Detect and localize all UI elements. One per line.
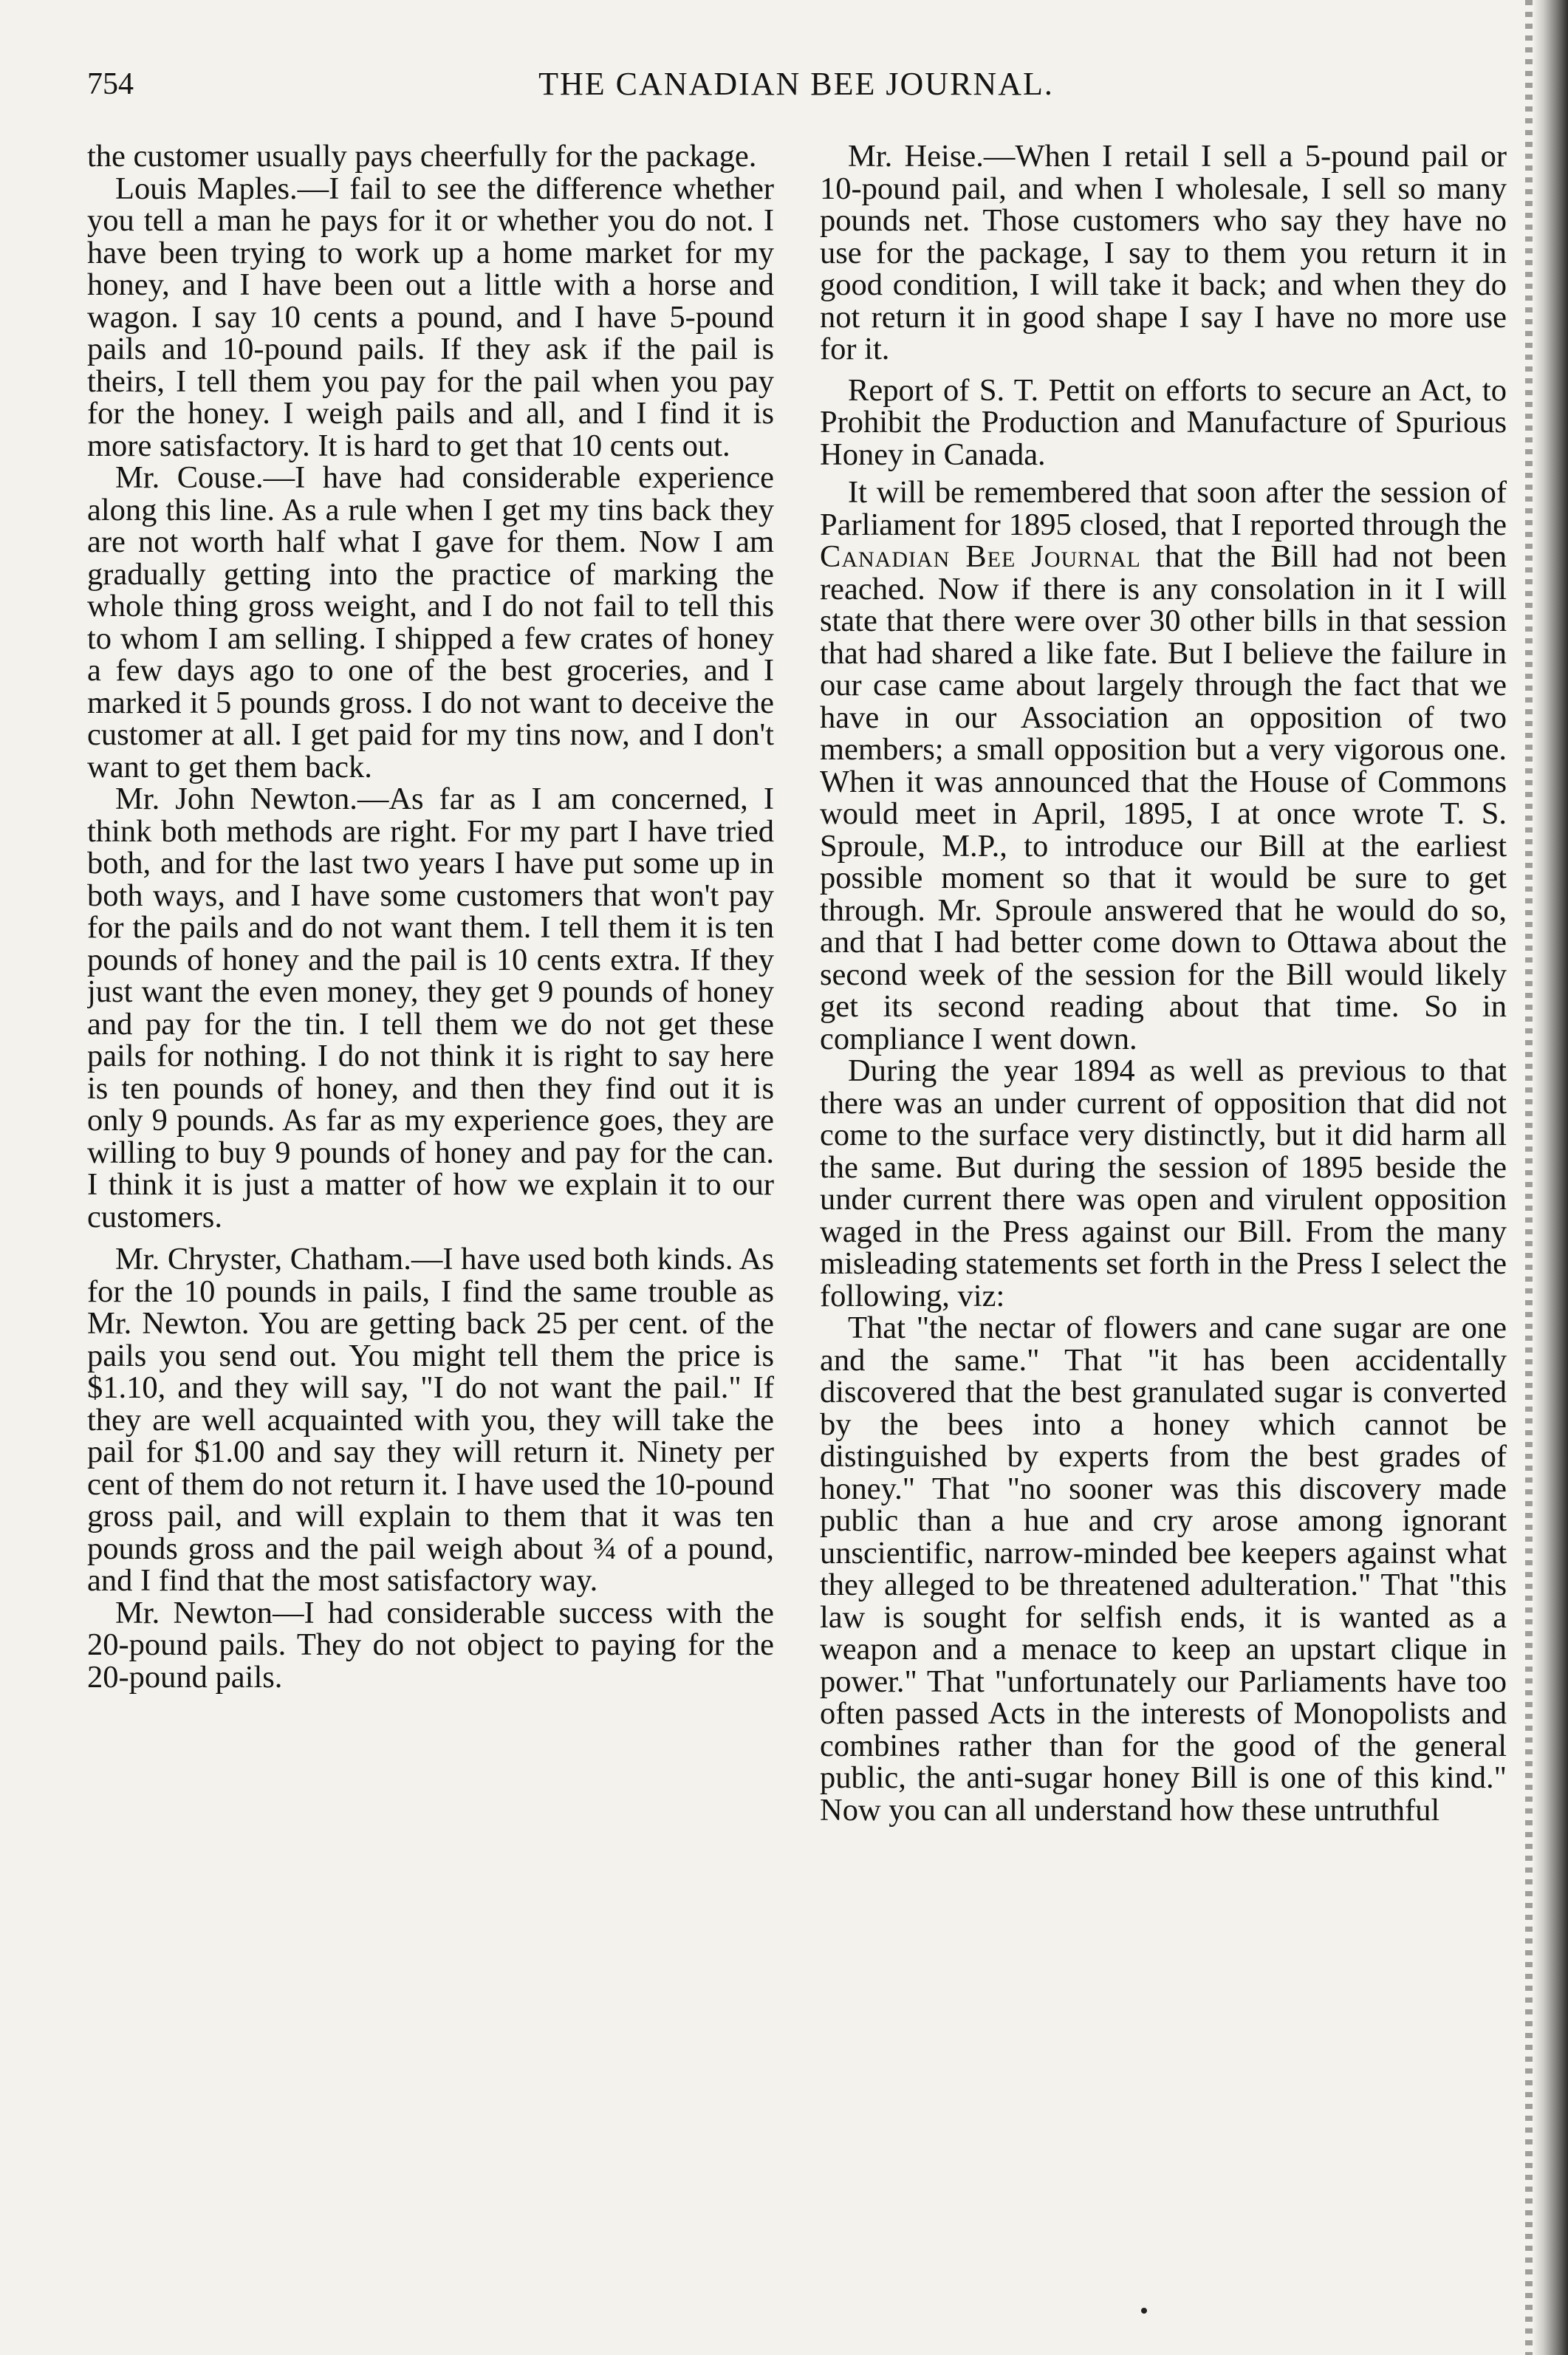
page-header [87, 62, 1505, 114]
paragraph-parliament-session [820, 476, 1507, 1055]
parliament-text-start: It will be remembered that soon after the session of Parliament for 1895 closed, that I reported through the [820, 475, 1507, 542]
paragraph-mr-couse: Mr. Couse.—I have had considerable experience along this line. As a rule when I get my tins back they are not worth half what I gave for them. Now I am gradually getting into the practice of marking the whole thing gross weight, and I do not fail to tell this to whom I am selling. I shipped a few crates of honey a few days ago to one of the best groceries, and I marked it 5 pounds gross. I do not want to deceive the customer at all. I get paid for my tins now, and I don't want to get them back. [87, 460, 774, 785]
paragraph-package-continuation: the customer usually pays cheerfully for the package. [87, 140, 757, 174]
scan-binding-shadow [1525, 0, 1533, 2355]
paragraph-john-newton: Mr. John Newton.—As far as I am concerned, I think both methods are right. For my part I have tried both, and for the last two years I have put some up in both ways, and I have some customers that won't pay for the pails and do not want them. I tell them it is ten pounds of honey and the pail is 10 cents extra. If they just want the even money, they get 9 pounds of honey and pay for the tin. I tell them we do not get these pails for nothing. I do not think it is right to say here is ten pounds of honey, and then they find out it is only 9 pounds. As far as my experience goes, they are willing to buy 9 pounds of honey and pay for the can. I think it is just a matter of how we explain it to our customers. [87, 782, 774, 1234]
print-dot [1141, 2308, 1147, 2314]
scan-page-edge [1533, 0, 1568, 2355]
parliament-text-end: that the Bill had not been reached. Now if there is any consolation in it I will state that there were over 30 other bills in that session that had shared a like fate. But I believe the failure in our case came about largely through the fact that we have in our Association an opposition of two members; a small opposition but a very vigorous one. When it was announced that the House of Commons would meet in April, 1895, I at once wrote T. S. Sproule, M.P., to introduce our Bill at the earliest possible moment so that it would be sure to get through. Mr. Sproule answered that he would do so, and that I had better come down to Ottawa about the second week of the session for the Bill would likely get its second reading about that time. So in compliance I went down. [820, 539, 1507, 1056]
page-number: 754 [87, 67, 134, 101]
paragraph-opposition: During the year 1894 as well as previous to that there was an under current of opposition that did not come to the surface very distinctly, but it did harm all the same. But during the session of 1895 beside the under current there was open and virulent opposition waged in the Press against our Bill. From the many misleading statements set forth in the Press I select the following, viz: [820, 1053, 1507, 1313]
journal-name: Canadian Bee Journal [820, 539, 1141, 574]
journal-title: THE CANADIAN BEE JOURNAL. [538, 66, 1054, 102]
paragraph-mr-newton: Mr. Newton—I had considerable success with the 20-pound pails. They do not object to paying for the 20-pound pails. [87, 1595, 774, 1695]
left-column [87, 140, 774, 2268]
paragraph-louis-maples: Louis Maples.—I fail to see the difference whether you tell a man he pays for it or whether you do not. I have been trying to work up a home market for my honey, and I have been out a little with a horse and wagon. I say 10 cents a pound, and I have 5-pound pails and 10-pound pails. If they ask if the pail is theirs, I tell them you pay for the pail when you pay for the honey. I weigh pails and all, and I find it is more satisfactory. It is hard to get that 10 cents out. [87, 171, 774, 463]
right-column [820, 140, 1507, 2268]
paragraph-mr-chryster: Mr. Chryster, Chatham.—I have used both kinds. As for the 10 pounds in pails, I find the same trouble as Mr. Newton. You are getting back 25 per cent. of the pails you send out. You might tell them the price is $1.10, and they will say, "I do not want the pail." If they are well acquainted with you, they will take the pail for $1.00 and say they will return it. Ninety per cent of them do not return it. I have used the 10-pound gross pail, and will explain to them that it was ten pounds gross and the pail weigh about ¾ of a pound, and I find that the most satisfactory way. [87, 1242, 774, 1598]
report-title: Report of S. T. Pettit on efforts to secure an Act, to Prohibit the Production and Manufacture of Spurious Honey in Canada. [820, 372, 1507, 472]
paragraph-misleading-statements: That "the nectar of flowers and cane sugar are one and the same." That "it has been accidentally discovered that the best granulated sugar is converted by the bees into a honey which cannot be distinguished by experts from the best grades of honey." That "no sooner was this discovery made public than a hue and cry arose among ignorant unscientific, narrow-minded bee keepers against what they alleged to be threatened adulteration." That "this law is sought for selfish ends, it is wanted as a weapon and a menace to keep an upstart clique in power." That "unfortunately our Parliaments have too often passed Acts in the interests of Monopolists and combines rather than for the good of the general public, the anti-sugar honey Bill is one of this kind." Now you can all understand how these untruthful [820, 1310, 1507, 1828]
paragraph-mr-heise: Mr. Heise.—When I retail I sell a 5-pound pail or 10-pound pail, and when I wholesale, I sell so many pounds net. Those customers who say they have no use for the package, I say to them you return it in good condition, I will take it back; and when they do not return it in good shape I say I have no more use for it. [820, 140, 1507, 366]
